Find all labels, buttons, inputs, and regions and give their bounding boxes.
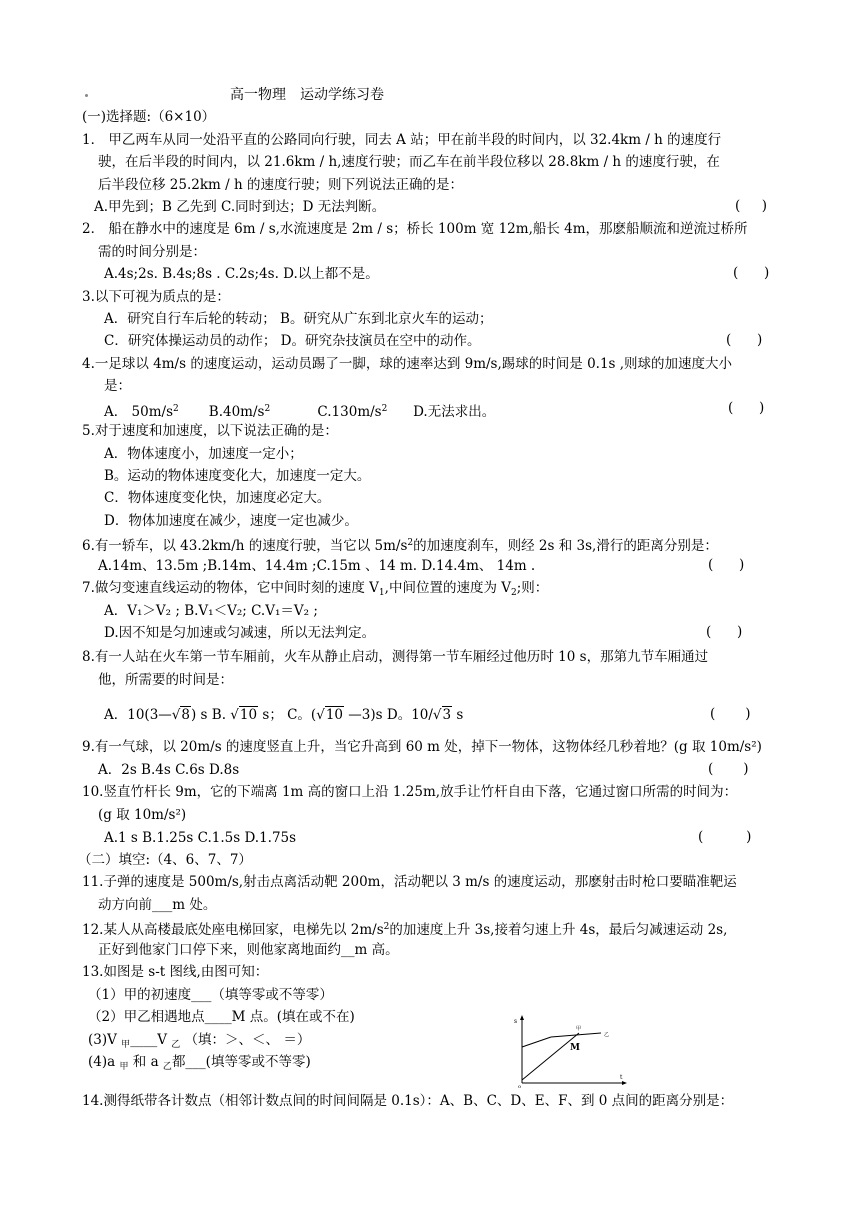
q10-line1: 10.竖直竹杆长 9m，它的下端离 1m 高的窗口上沿 1.25m,放手让竹杆自由下落，它通过窗口所需的时间为： — [82, 784, 738, 800]
q13-item4-a: (4)a — [88, 1054, 120, 1070]
q7-answer-paren[interactable]: ( ) — [706, 624, 743, 640]
q4-options — [104, 400, 495, 421]
q10-line2: (g 取 10m/s²) — [98, 807, 187, 823]
radicand: 8 — [181, 707, 190, 723]
q8-options: A．10(3—√8) s B. √10 s； C。(√10 —3)s D。10/√3 s — [104, 707, 464, 723]
q8-option-a: A．10(3— — [104, 707, 172, 723]
q6-line1-start: 6.有一轿车，以 43.2km/h 的速度行驶，当它以 5m/s — [82, 538, 408, 554]
q13-item3-e: （填：＞、＜、 ＝） — [180, 1032, 311, 1048]
graph-origin-label: o — [518, 1084, 522, 1089]
q13-item4 — [88, 1053, 311, 1076]
q13-item3 — [88, 1031, 310, 1054]
subscript: 1 — [378, 588, 385, 598]
q9-line1: 9.有一气球，以 20m/s 的速度竖直上升，当它升高到 60 m 处，掉下一物体，这物体经几秒着地？(g 取 10m/s²) — [82, 739, 762, 755]
subscript: 乙 — [171, 1040, 181, 1050]
q5-option-c: C．物体速度变化快，加速度必定大。 — [104, 490, 331, 506]
q13-item3-c: ____V — [130, 1032, 172, 1048]
graph-yi-label: 乙 — [604, 1032, 610, 1038]
q12-line1-end: 的加速度上升 3s,接着匀速上升 4s，最后匀减速运动 2s, — [389, 922, 728, 938]
q13-item2: （2）甲乙相遇地点____M 点。(填在或不在) — [88, 1009, 355, 1025]
q4-option-b: B.40m/s — [208, 404, 265, 420]
q3-options-cd: C．研究体操运动员的动作； D。研究杂技演员在空中的动作。 — [104, 333, 481, 349]
q2-line2: 需的时间分别是： — [98, 244, 206, 260]
q12-line2: 正好到他家门口停下来，则他家离地面约__m 高。 — [98, 942, 399, 958]
q10-options: A.1 s B.1.25s C.1.5s D.1.75s — [104, 830, 297, 846]
superscript: 2 — [407, 538, 414, 548]
q3-options-ab: A．研究自行车后轮的转动； B。研究从广东到北京火车的运动； — [104, 311, 493, 327]
line-yi-segment1 — [522, 1037, 551, 1047]
q4-line2: 是： — [104, 378, 131, 394]
q13-line1: 13.如图是 s-t 图线,由图可知： — [82, 964, 269, 980]
st-graph — [506, 1013, 636, 1089]
q1-answer-paren[interactable]: ( ) — [735, 198, 767, 214]
q14-line1: 14.测得纸带各计数点（相邻计数点间的时间间隔是 0.1s）：A、B、C、D、E、F、到 0 点间的距离分别是： — [82, 1093, 734, 1109]
q8-line2: 他，所需要的时间是： — [98, 672, 233, 688]
q4-option-d: D.无法求出。 — [413, 404, 496, 420]
line-yi-segment2 — [551, 1033, 601, 1037]
q8-option-b-label: ) s B. — [191, 707, 226, 723]
q7-line1-a: 7.做匀变速直线运动的物体，它中间时刻的速度 V — [82, 580, 379, 596]
q2-line1: 2． 船在静水中的速度是 6m / s,水流速度是 2m / s；桥长 100m 宽 12m,船长 4m，那麽船顺流和逆流过桥所 — [82, 221, 748, 237]
superscript: 2 — [383, 922, 390, 932]
radicand: 10 — [239, 707, 258, 723]
radicand: 10 — [325, 707, 343, 723]
q13-item3-a: (3)V — [88, 1032, 122, 1048]
superscript: 2 — [173, 404, 179, 414]
q9-options: A．2s B.4s C.6s D.8s — [98, 762, 240, 778]
q12-line1 — [82, 918, 727, 939]
q4-option-c: C.130m/s — [317, 404, 382, 420]
q2-answer-paren[interactable]: ( ) — [733, 265, 770, 281]
section-2-heading: （二）填空:（4、6、7、7） — [78, 852, 252, 868]
q6-answer-paren[interactable]: ( ) — [708, 557, 745, 573]
q7-options: A．V₁＞V₂ ; B.V₁＜V₂; C.V₁＝V₂ ; — [104, 603, 318, 619]
q6-line1 — [82, 534, 718, 555]
q3-line1: 3.以下可视为质点的是： — [82, 289, 230, 305]
radicand: 3 — [442, 707, 452, 723]
q8-option-c-label: s； C。( — [258, 707, 317, 723]
q13-item4-e: 都___(填等零或不等零) — [171, 1054, 311, 1070]
q13-item1: （1）甲的初速度___（填等零或不等零） — [88, 987, 333, 1003]
q1-options: A.甲先到；B 乙先到 C.同时到达；D 无法判断。 — [94, 199, 386, 215]
q7-line1 — [82, 579, 548, 602]
graph-m-label: M — [570, 1043, 580, 1053]
q11-line2: 动方向前___m 处。 — [98, 897, 217, 913]
q5-option-b: B。运动的物体速度变化大，加速度一定大。 — [104, 468, 371, 484]
graph-s-label: s — [514, 1018, 518, 1025]
q5-option-d: D．物体加速度在减少，速度一定也减少。 — [104, 513, 358, 529]
s-axis-arrow — [520, 1015, 524, 1020]
q12-line1-start: 12.某人从高楼最底处座电梯回家，电梯先以 2m/s — [82, 922, 384, 938]
subscript: 甲 — [121, 1040, 131, 1050]
q13-item4-c: 和 a — [128, 1054, 163, 1070]
q1-line3: 后半段位移 25.2km / h 的速度行驶；则下列说法正确的是： — [98, 177, 463, 193]
section-1-heading: (一)选择题:（6×10） — [82, 109, 216, 125]
superscript: 2 — [264, 404, 271, 414]
q4-option-a: A． 50m/s — [104, 404, 173, 420]
q8-answer-paren[interactable]: ( ) — [710, 706, 751, 722]
q10-answer-paren[interactable]: ( ) — [698, 829, 752, 845]
graph-jia-label: 甲 — [576, 1026, 582, 1032]
q8-option-d-label: —3)s D。10/ — [344, 707, 433, 723]
q7-option-d: D.因不知是匀加速或匀减速，所以无法判定。 — [104, 625, 376, 641]
q7-line1-c: ;则： — [516, 580, 549, 596]
q2-options: A.4s;2s. B.4s;8s . C.2s;4s. D.以上都不是。 — [104, 266, 379, 282]
q6-line1-end: 的加速度刹车，则经 2s 和 3s,滑行的距离分别是： — [413, 538, 718, 554]
subscript: 甲 — [119, 1062, 129, 1072]
q8-line1: 8.有一人站在火车第一节车厢前，火车从静止启动，测得第一节车厢经过他历时 10 s，那第九节车厢通过 — [82, 649, 709, 665]
q9-answer-paren[interactable]: ( ) — [708, 761, 749, 777]
superscript: 2 — [381, 404, 388, 414]
q5-line1: 5.对于速度和加速度，以下说法正确的是： — [82, 423, 338, 439]
q3-answer-paren[interactable]: ( ) — [726, 332, 763, 348]
q11-line1: 11.子弹的速度是 500m/s,射击点离活动靶 200m，活动靶以 3 m/s 的速度运动，那麽射击时枪口要瞄准靶运 — [82, 874, 737, 890]
q5-option-a: A．物体速度小，加速度一定小； — [104, 446, 303, 462]
graph-t-label: t — [620, 1074, 623, 1081]
q8-option-d-unit: s — [452, 707, 464, 723]
t-axis-arrow — [622, 1081, 627, 1085]
q6-options: A.14m、13.5m ;B.14m、14.4m ;C.15m 、14 m. D.14.4m、 14m . — [98, 558, 536, 574]
bullet-dot — [85, 94, 88, 97]
subscript: 乙 — [162, 1062, 172, 1072]
page-title: 高一物理 运动学练习卷 — [230, 87, 384, 103]
q1-line2: 驶，在后半段的时间内，以 21.6km / h,速度行驶；而乙车在前半段位移以 28.8km / h 的速度行驶，在 — [98, 154, 720, 170]
q7-line1-b: ,中间位置的速度为 V — [384, 580, 511, 596]
subscript: 2 — [511, 588, 517, 598]
q4-answer-paren[interactable]: ( ) — [728, 400, 765, 416]
q1-line1: 1． 甲乙两车从同一处沿平直的公路同向行驶，同去 A 站；甲在前半段的时间内，以 32.4km / h 的速度行 — [82, 132, 722, 148]
q4-line1: 4.一足球以 4m/s 的速度运动，运动员踢了一脚，球的速率达到 9m/s,踢球的时间是 0.1s ,则球的加速度大小 — [82, 356, 733, 372]
line-jia — [522, 1033, 579, 1080]
